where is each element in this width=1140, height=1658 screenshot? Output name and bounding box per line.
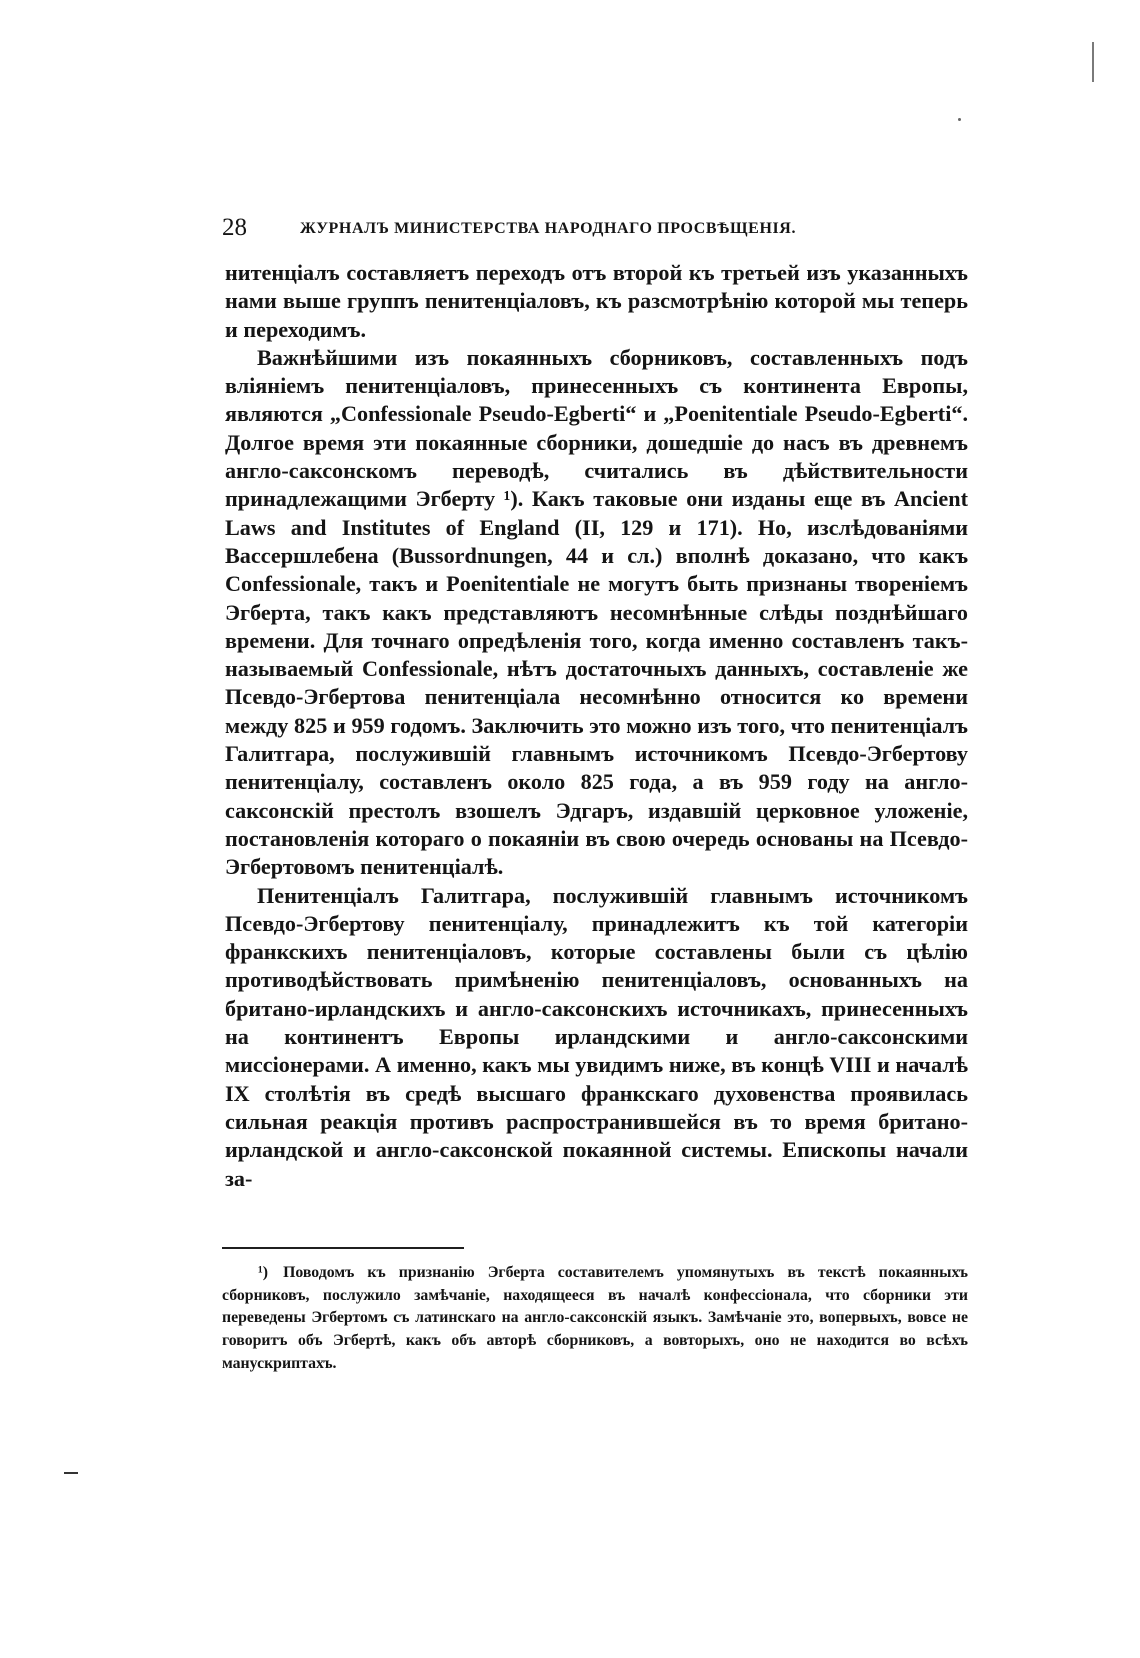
page-number: 28 bbox=[222, 214, 247, 241]
scan-speck bbox=[958, 118, 961, 121]
page-header bbox=[222, 214, 966, 246]
footnote-separator bbox=[222, 1247, 464, 1249]
footnote-marker: ¹) bbox=[258, 1264, 268, 1281]
paragraph: нитенціалъ составляетъ переходъ отъ второй къ третьей изъ указанныхъ нами выше группъ пенитенціаловъ, къ разсмотрѣнію которой мы теперь и переходимъ. bbox=[225, 260, 968, 342]
scan-margin-dash bbox=[64, 1472, 78, 1474]
footnote bbox=[222, 1262, 968, 1432]
running-title: ЖУРНАЛЪ МИНИСТЕРСТВА НАРОДНАГО ПРОСВѢЩЕНІЯ. bbox=[300, 220, 797, 237]
footnote-text: Поводомъ къ признанію Эгберта составителемъ упомянутыхъ въ текстѣ покаянныхъ сборниковъ, послужило замѣчаніе, находящееся въ началѣ конфессіонала, что сборники эти переведены Эгбертомъ съ латинскаго на англо-саксонскій языкъ. Замѣчаніе это, вопервыхъ, вовсе не говоритъ объ Эгбертѣ, какъ объ авторѣ сборниковъ, а вовторыхъ, оно не находится во всѣхъ манускриптахъ. bbox=[222, 1264, 968, 1372]
main-text bbox=[225, 259, 968, 1191]
paragraph: Пенитенціалъ Галитгара, послужившій главнымъ источникомъ Псевдо-Эгбертову пенитенціалу, принадлежитъ къ той категоріи франкскихъ пенитенціаловъ, которые составлены были съ цѣлію противодѣйствовать примѣненію пенитенціаловъ, основанныхъ на британо-ирландскихъ и англо-саксонскихъ источникахъ, принесенныхъ на континентъ Европы ирландскими и англо-саксонскими миссіонерами. А именно, какъ мы увидимъ ниже, въ концѣ VIII и началѣ IX столѣтія въ средѣ высшаго франкскаго духовенства проявилась сильная реакція противъ распространившейся въ то время британо-ирландской и англо-саксонской покаянной системы. Епископы начали за- bbox=[225, 882, 968, 1191]
paragraph: Важнѣйшими изъ покаянныхъ сборниковъ, составленныхъ подъ вліяніемъ пенитенціаловъ, принесенныхъ съ континента Европы, являются „Confessionale Pseudo-Egberti“ и „Poenitentiale Pseudo-Egberti“. Долгое время эти покаянные сборники, дошедшіе до насъ въ древнемъ англо-саксонскомъ переводѣ, считались въ дѣйствительности принадлежащими Эгберту ¹). Какъ таковые они изданы еще въ Ancient Laws and Institutes of England (II, 129 и 171). Но, изслѣдованіями Вассершлебена (Bussordnungen, 44 и сл.) вполнѣ доказано, что какъ Confessionale, такъ и Poenitentiale не могутъ быть признаны твореніемъ Эгберта, такъ какъ представляютъ несомнѣнные слѣды позднѣйшаго времени. Для точнаго опредѣленія того, когда именно составленъ такъ-называемый Confessionale, нѣтъ достаточныхъ данныхъ, составленіе же Псевдо-Эгбертова пенитенціала несомнѣнно относится ко времени между 825 и 959 годомъ. Заключить это можно изъ того, что пенитенціалъ Галитгара, послужившій главнымъ источникомъ Псевдо-Эгбертову пенитенціалу, составленъ около 825 года, а въ 959 году на англо-саксонскій престолъ взошелъ Эдгаръ, издавшій церковное уложеніе, постановленія котораго о покаяніи въ свою очередь основаны на Псевдо-Эгбертовомъ пенитенціалѣ. bbox=[225, 344, 968, 880]
scan-edge-mark bbox=[1092, 42, 1094, 82]
